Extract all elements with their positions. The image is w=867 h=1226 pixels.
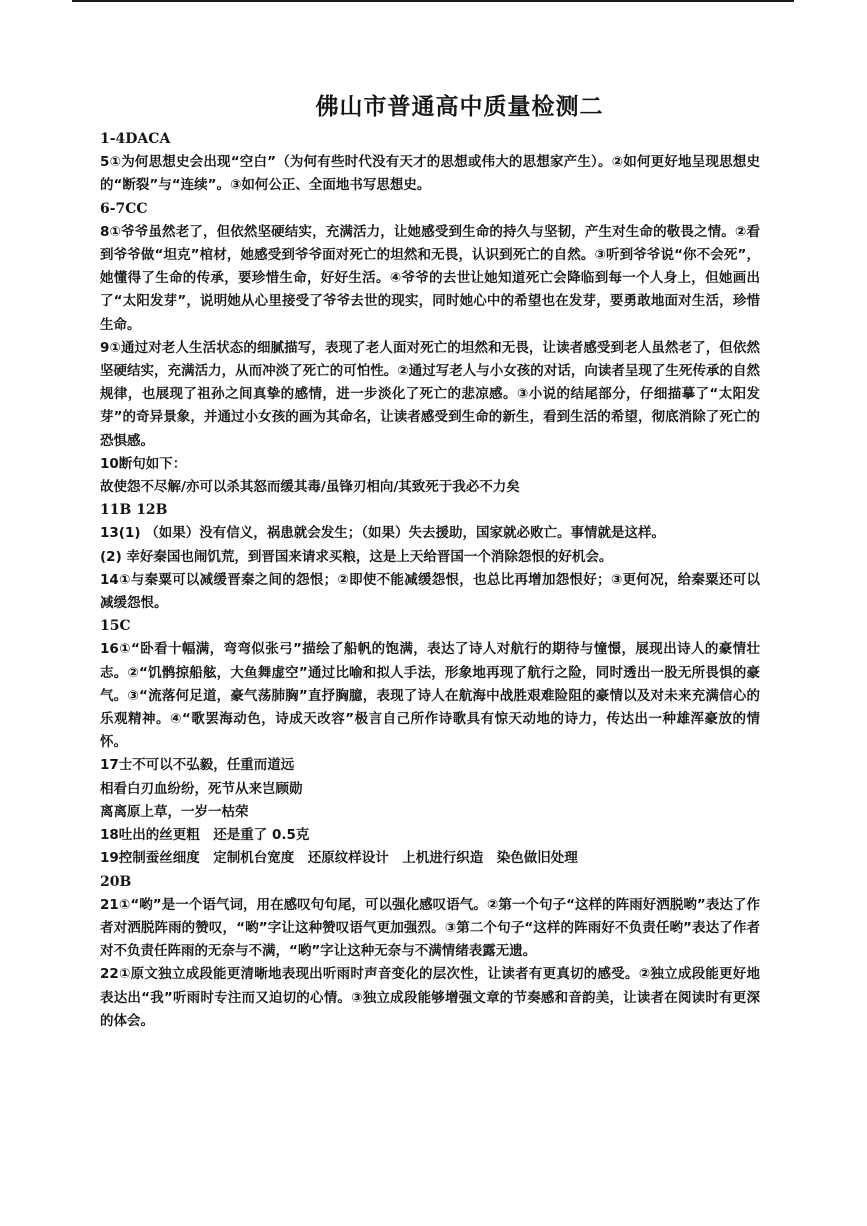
answer-14: 14①与秦粟可以减缓晋秦之间的怨恨；②即使不能减缓怨恨，也总比再增加怨恨好；③更何况，给秦粟还可以减缓怨恨。 (100, 571, 760, 612)
answer-20: 20B (100, 873, 132, 890)
answer-18: 18吐出的丝更粗 还是重了 0.5克 (100, 827, 310, 844)
answer-15: 15C (100, 618, 131, 635)
answer-13-1: 13(1) （如果）没有信义，祸患就会发生；（如果）失去援助，国家就必败亡。事情就是这样。 (100, 525, 665, 542)
answer-10-body: 故使怨不尽解/亦可以杀其怒而缓其毒/虽锋刃相向/其致死于我必不力矣 (100, 479, 520, 496)
page-title: 佛山市普通高中质量检测二 (315, 94, 604, 120)
answer-19: 19控制蚕丝细度 定制机台宽度 还原纹样设计 上机进行织造 染色做旧处理 (100, 850, 578, 867)
answer-17-line-1: 17士不可以不弘毅，任重而道远 (100, 757, 295, 774)
answer-11-12: 11B 12B (100, 502, 168, 519)
answer-5: 5①为何思想史会出现“空白”（为何有些时代没有天才的思想或伟大的思想家产生）。②如何更好地呈现思想史的“断裂”与“连续”。③如何公正、全面地书写思想史。 (100, 154, 760, 194)
answer-body (100, 128, 760, 1033)
answer-1-4: 1-4DACA (100, 131, 171, 147)
answer-22: 22①原文独立成段能更清晰地表现出听雨时声音变化的层次性，让读者有更真切的感受。②独立成段能更好地表达出“我”听雨时专注而又迫切的心情。③独立成段能够增强文章的节奏感和音韵美，让读者在阅读时有更深的体会。 (100, 966, 760, 1029)
answer-17-line-2: 相看白刃血纷纷，死节从来岂顾勋 (100, 780, 303, 797)
answer-16: 16①“卧看十幅满，弯弯似张弓”描绘了船帆的饱满，表达了诗人对航行的期待与憧憬，展现出诗人的豪情壮志。②“饥鹘掠船舷，大鱼舞虚空”通过比喻和拟人手法，形象地再现了航行之险，同时透出一股无所畏惧的豪气。③“流落何足道，豪气荡肺胸”直抒胸臆，表现了诗人在航海中战胜艰难险阻的豪情以及对未来充满信心的乐观精神。④“歌罢海动色，诗成天改容”极言自己所作诗歌具有惊天动地的诗力，传达出一种雄浑豪放的情怀。 (100, 641, 760, 751)
answer-17-line-3: 离离原上草，一岁一枯荣 (100, 803, 249, 820)
answer-13-2: (2) 幸好秦国也闹饥荒，到晋国来请求买粮，这是上天给晋国一个消除怨恨的好机会。 (100, 548, 613, 565)
answer-8: 8①爷爷虽然老了，但依然坚硬结实，充满活力，让她感受到生命的持久与坚韧，产生对生命的敬畏之情。②看到爷爷做“坦克”棺材，她感受到爷爷面对死亡的坦然和无畏，认识到死亡的自然。③听到爷爷说“你不会死”，她懂得了生命的传承，要珍惜生命，好好生活。④爷爷的去世让她知道死亡会降临到每一个人身上，但她画出了“太阳发芽”，说明她从心里接受了爷爷去世的现实，同时她心中的希望也在发芽，要勇敢地面对生活，珍惜生命。 (100, 223, 760, 333)
answer-9: 9①通过对老人生活状态的细腻描写，表现了老人面对死亡的坦然和无畏，让读者感受到老人虽然老了，但依然坚硬结实，充满活力，从而冲淡了死亡的可怕性。②通过写老人与小女孩的对话，向读者呈现了生死传承的自然规律，也展现了祖孙之间真挚的感情，进一步淡化了死亡的悲凉感。③小说的结尾部分，仔细描摹了“太阳发芽”的奇异景象，并通过小女孩的画为其命名，让读者感受到生命的新生，看到生活的希望，彻底消除了死亡的恐惧感。 (100, 339, 760, 449)
answer-6-7: 6-7CC (100, 200, 148, 217)
top-rule (72, 0, 794, 2)
answer-10-heading: 10断句如下： (100, 455, 187, 472)
answer-21: 21①“哟”是一个语气词，用在感叹句句尾，可以强化感叹语气。②第一个句子“这样的阵雨好洒脱哟”表达了作者对洒脱阵雨的赞叹，“哟”字让这种赞叹语气更加强烈。③第二个句子“这样的阵雨好不负责任哟”表达了作者对不负责任阵雨的无奈与不满，“哟”字让这种无奈与不满情绪表露无遗。 (100, 896, 760, 960)
